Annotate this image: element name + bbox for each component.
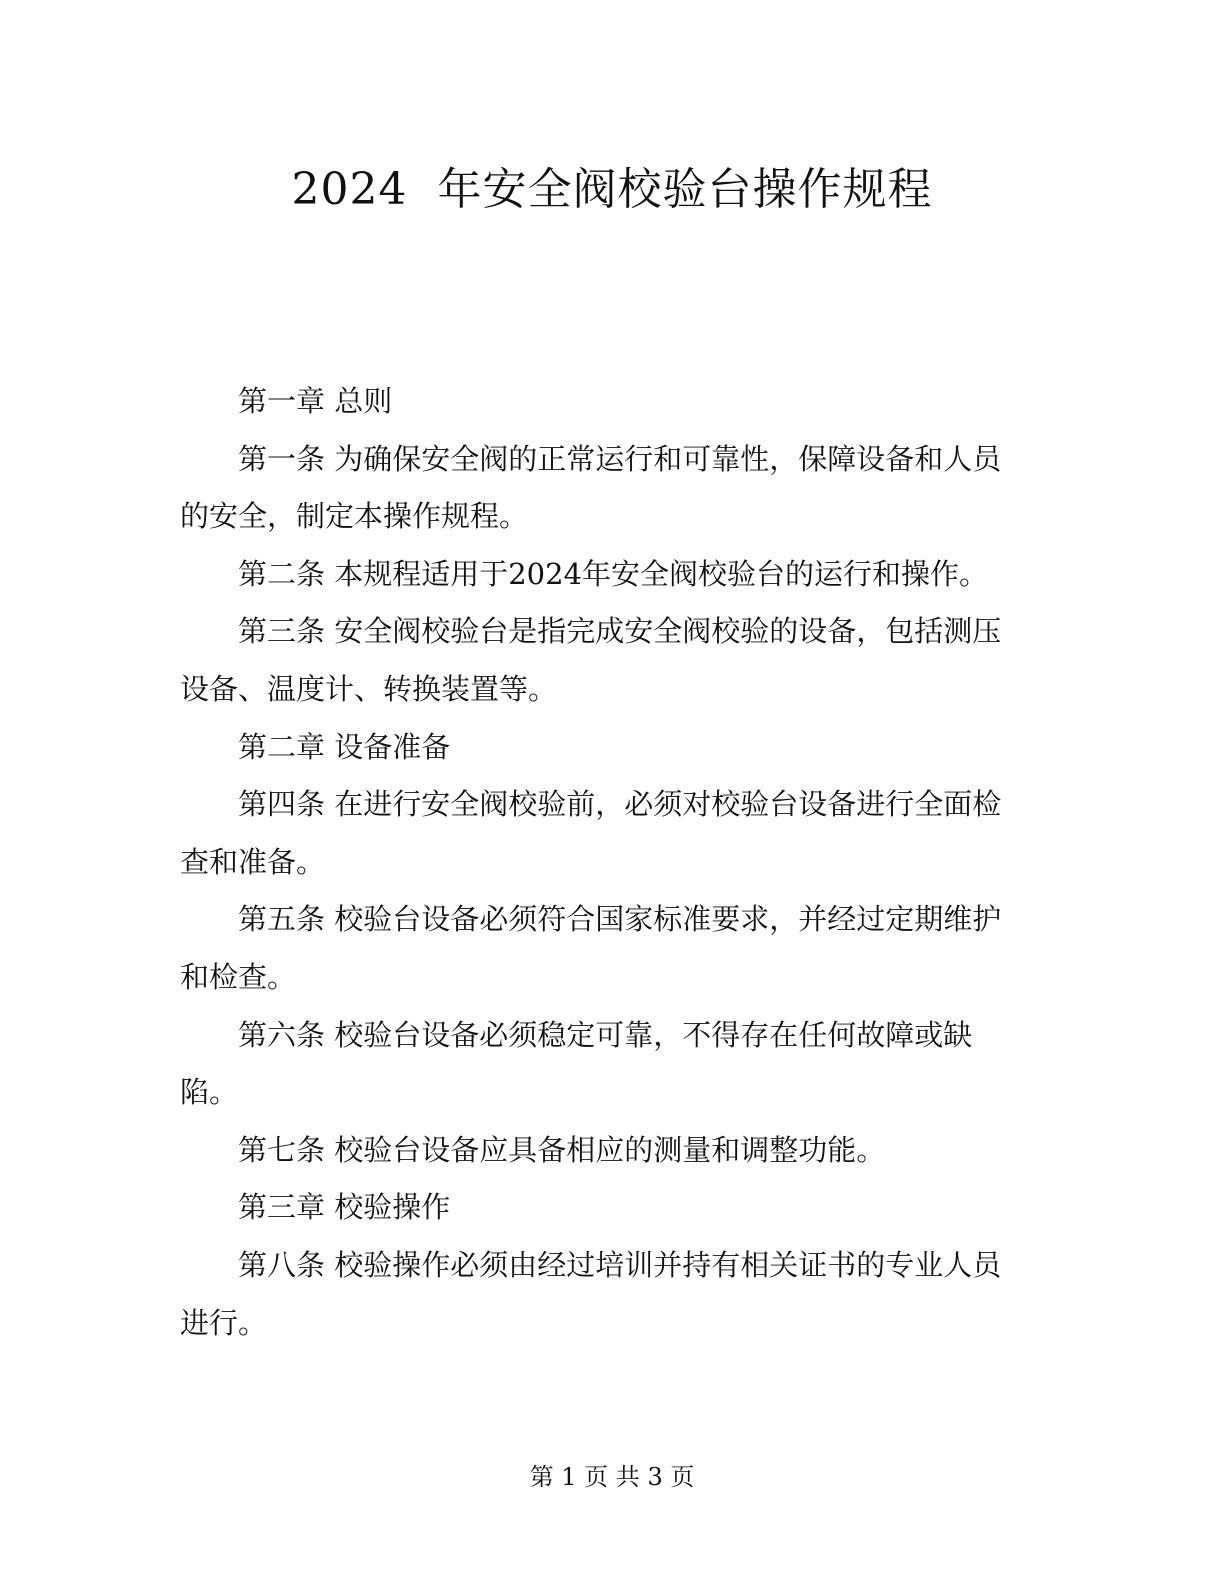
chapter-heading: 第二章 设备准备 bbox=[238, 729, 451, 764]
article-paragraph: 第三条 安全阀校验台是指完成安全阀校验的设备，包括测压设备、温度计、转换装置等。 bbox=[180, 614, 1002, 706]
article-paragraph: 第四条 在进行安全阀校验前，必须对校验台设备进行全面检查和准备。 bbox=[180, 787, 1002, 879]
article-paragraph: 第一条 为确保安全阀的正常运行和可靠性，保障设备和人员的安全，制定本操作规程。 bbox=[180, 441, 1002, 534]
document-body bbox=[180, 373, 1030, 1352]
document-title: 2024 年安全阀校验台操作规程 bbox=[291, 164, 933, 215]
chapter-heading: 第三章 校验操作 bbox=[238, 1190, 451, 1225]
chapter-heading: 第一章 总则 bbox=[238, 384, 393, 418]
article-paragraph: 第二条 本规程适用于2024年安全阀校验台的运行和操作。 bbox=[238, 556, 989, 591]
page-number-footer: 第 1 页 共 3 页 bbox=[529, 1463, 695, 1491]
article-paragraph: 第七条 校验台设备应具备相应的测量和调整功能。 bbox=[238, 1132, 886, 1167]
article-paragraph: 第六条 校验台设备必须稳定可靠，不得存在任何故障或缺陷。 bbox=[180, 1017, 973, 1110]
article-paragraph: 第五条 校验台设备必须符合国家标准要求，并经过定期维护和检查。 bbox=[180, 902, 1002, 994]
article-paragraph: 第八条 校验操作必须由经过培训并持有相关证书的专业人员进行。 bbox=[180, 1247, 1002, 1340]
